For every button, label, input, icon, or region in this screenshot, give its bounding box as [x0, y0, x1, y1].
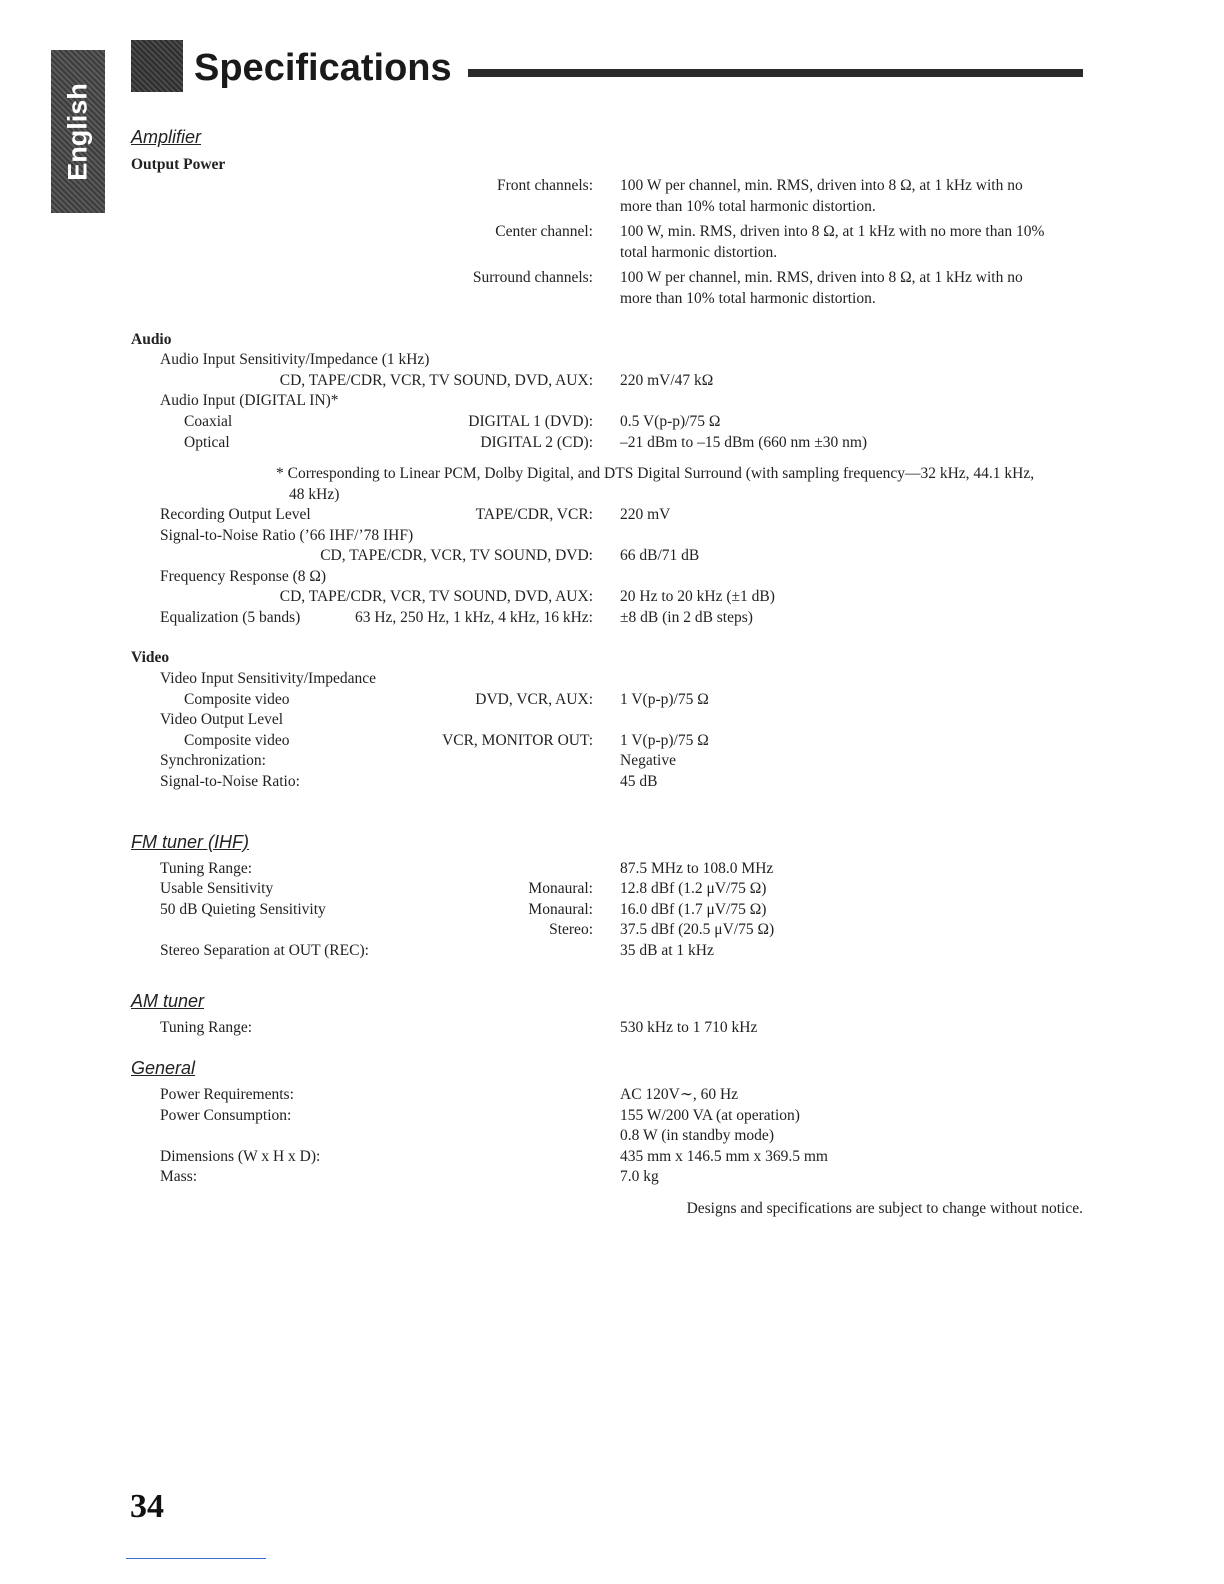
- title-rule: [468, 69, 1083, 77]
- synchronization-value: Negative: [620, 752, 676, 769]
- output-power-label: Output Power: [131, 156, 226, 173]
- recording-output-label: Recording Output Level: [160, 506, 311, 523]
- surround-channels-value-2: more than 10% total harmonic distortion.: [620, 290, 876, 307]
- fm-tuning-range-label: Tuning Range:: [160, 860, 253, 877]
- power-requirements-value: AC 120V∼, 60 Hz: [620, 1086, 739, 1103]
- center-channel-value-1: 100 W, min. RMS, driven into 8 Ω, at 1 kHz with no more than 10%: [620, 223, 1045, 240]
- audio-heading: Audio: [131, 331, 172, 348]
- general-heading: General: [131, 1058, 196, 1078]
- frequency-response-label: Frequency Response (8 Ω): [160, 568, 327, 585]
- composite-video-input-value: 1 V(p-p)/75 Ω: [620, 691, 709, 708]
- equalization-value: ±8 dB (in 2 dB steps): [620, 609, 753, 626]
- audio-snr-label: Signal-to-Noise Ratio (’66 IHF/’78 IHF): [160, 527, 414, 544]
- recording-output-value: 220 mV: [620, 506, 671, 523]
- composite-video-input-label: Composite video: [184, 691, 290, 708]
- quieting-sensitivity-label: 50 dB Quieting Sensitivity: [160, 901, 326, 918]
- audio-input-sensitivity-value: 220 mV/47 kΩ: [620, 372, 714, 389]
- digital-footnote-1: * Corresponding to Linear PCM, Dolby Digital, and DTS Digital Surround (with sampling frequency—32 kHz, 44.1 kHz,: [276, 465, 1035, 482]
- equalization-bands: 63 Hz, 250 Hz, 1 kHz, 4 kHz, 16 kHz:: [354, 609, 593, 626]
- composite-video-output-label: Composite video: [184, 732, 290, 749]
- front-channels-value-1: 100 W per channel, min. RMS, driven into 8 Ω, at 1 kHz with no: [620, 177, 1023, 194]
- change-notice: Designs and specifications are subject to change without notice.: [686, 1200, 1083, 1217]
- surround-channels-value-1: 100 W per channel, min. RMS, driven into 8 Ω, at 1 kHz with no: [620, 269, 1023, 286]
- mass-value: 7.0 kg: [620, 1168, 659, 1185]
- fm-tuning-range-value: 87.5 MHz to 108.0 MHz: [620, 860, 774, 877]
- front-channels-value-2: more than 10% total harmonic distortion.: [620, 198, 876, 215]
- amplifier-heading: Amplifier: [131, 127, 202, 147]
- language-tab-label: English: [62, 82, 93, 181]
- optical-value: –21 dBm to –15 dBm (660 nm ±30 nm): [620, 434, 868, 451]
- page-title: Specifications: [194, 47, 452, 89]
- audio-input-sensitivity-label: Audio Input Sensitivity/Impedance (1 kHz): [160, 351, 430, 368]
- composite-video-output-value: 1 V(p-p)/75 Ω: [620, 732, 709, 749]
- mass-label: Mass:: [160, 1168, 198, 1185]
- optical-label: Optical: [184, 434, 230, 451]
- dimensions-value: 435 mm x 146.5 mm x 369.5 mm: [620, 1148, 828, 1165]
- dimensions-label: Dimensions (W x H x D):: [160, 1148, 321, 1165]
- audio-input-sensitivity-sources: CD, TAPE/CDR, VCR, TV SOUND, DVD, AUX:: [279, 372, 593, 389]
- footer-rule: [126, 1558, 266, 1559]
- title-marker-block: [131, 40, 183, 92]
- am-tuner-heading: AM tuner: [131, 991, 205, 1011]
- language-tab: [51, 50, 105, 213]
- video-snr-label: Signal-to-Noise Ratio:: [160, 773, 300, 790]
- power-consumption-value-operation: 155 W/200 VA (at operation): [620, 1107, 800, 1124]
- center-channel-label: Center channel:: [495, 223, 593, 240]
- am-tuning-range-label: Tuning Range:: [160, 1019, 253, 1036]
- video-heading: Video: [131, 649, 170, 666]
- recording-output-sources: TAPE/CDR, VCR:: [475, 506, 593, 523]
- audio-snr-value: 66 dB/71 dB: [620, 547, 700, 564]
- video-input-sensitivity-label: Video Input Sensitivity/Impedance: [160, 670, 377, 687]
- fm-tuner-heading: FM tuner (IHF): [131, 832, 250, 852]
- front-channels-label: Front channels:: [497, 177, 593, 194]
- composite-video-input-sources: DVD, VCR, AUX:: [475, 691, 593, 708]
- equalization-label: Equalization (5 bands): [160, 609, 301, 626]
- power-consumption-value-standby: 0.8 W (in standby mode): [620, 1127, 774, 1144]
- power-requirements-label: Power Requirements:: [160, 1086, 294, 1103]
- center-channel-value-2: total harmonic distortion.: [620, 244, 778, 261]
- usable-sensitivity-mode: Monaural:: [528, 880, 593, 897]
- audio-digital-in-label: Audio Input (DIGITAL IN)*: [160, 392, 339, 409]
- am-tuning-range-value: 530 kHz to 1 710 kHz: [620, 1019, 758, 1036]
- frequency-response-value: 20 Hz to 20 kHz (±1 dB): [620, 588, 775, 605]
- usable-sensitivity-label: Usable Sensitivity: [160, 880, 274, 897]
- optical-source: DIGITAL 2 (CD):: [480, 434, 593, 451]
- quieting-value-monaural: 16.0 dBf (1.7 μV/75 Ω): [620, 901, 767, 918]
- coaxial-value: 0.5 V(p-p)/75 Ω: [620, 413, 721, 430]
- stereo-separation-label: Stereo Separation at OUT (REC):: [160, 942, 369, 959]
- digital-footnote-2: 48 kHz): [289, 486, 340, 503]
- quieting-mode-stereo: Stereo:: [549, 921, 593, 938]
- video-output-level-label: Video Output Level: [160, 711, 284, 728]
- coaxial-label: Coaxial: [184, 413, 233, 430]
- quieting-value-stereo: 37.5 dBf (20.5 μV/75 Ω): [620, 921, 775, 938]
- power-consumption-label: Power Consumption:: [160, 1107, 292, 1124]
- quieting-mode-monaural: Monaural:: [528, 901, 593, 918]
- video-snr-value: 45 dB: [620, 773, 658, 790]
- audio-snr-sources: CD, TAPE/CDR, VCR, TV SOUND, DVD:: [320, 547, 593, 564]
- composite-video-output-sources: VCR, MONITOR OUT:: [442, 732, 593, 749]
- coaxial-source: DIGITAL 1 (DVD):: [468, 413, 593, 430]
- synchronization-label: Synchronization:: [160, 752, 266, 769]
- page-number: 34: [130, 1488, 164, 1525]
- usable-sensitivity-value: 12.8 dBf (1.2 μV/75 Ω): [620, 880, 767, 897]
- stereo-separation-value: 35 dB at 1 kHz: [620, 942, 714, 959]
- frequency-response-sources: CD, TAPE/CDR, VCR, TV SOUND, DVD, AUX:: [279, 588, 593, 605]
- surround-channels-label: Surround channels:: [472, 269, 593, 286]
